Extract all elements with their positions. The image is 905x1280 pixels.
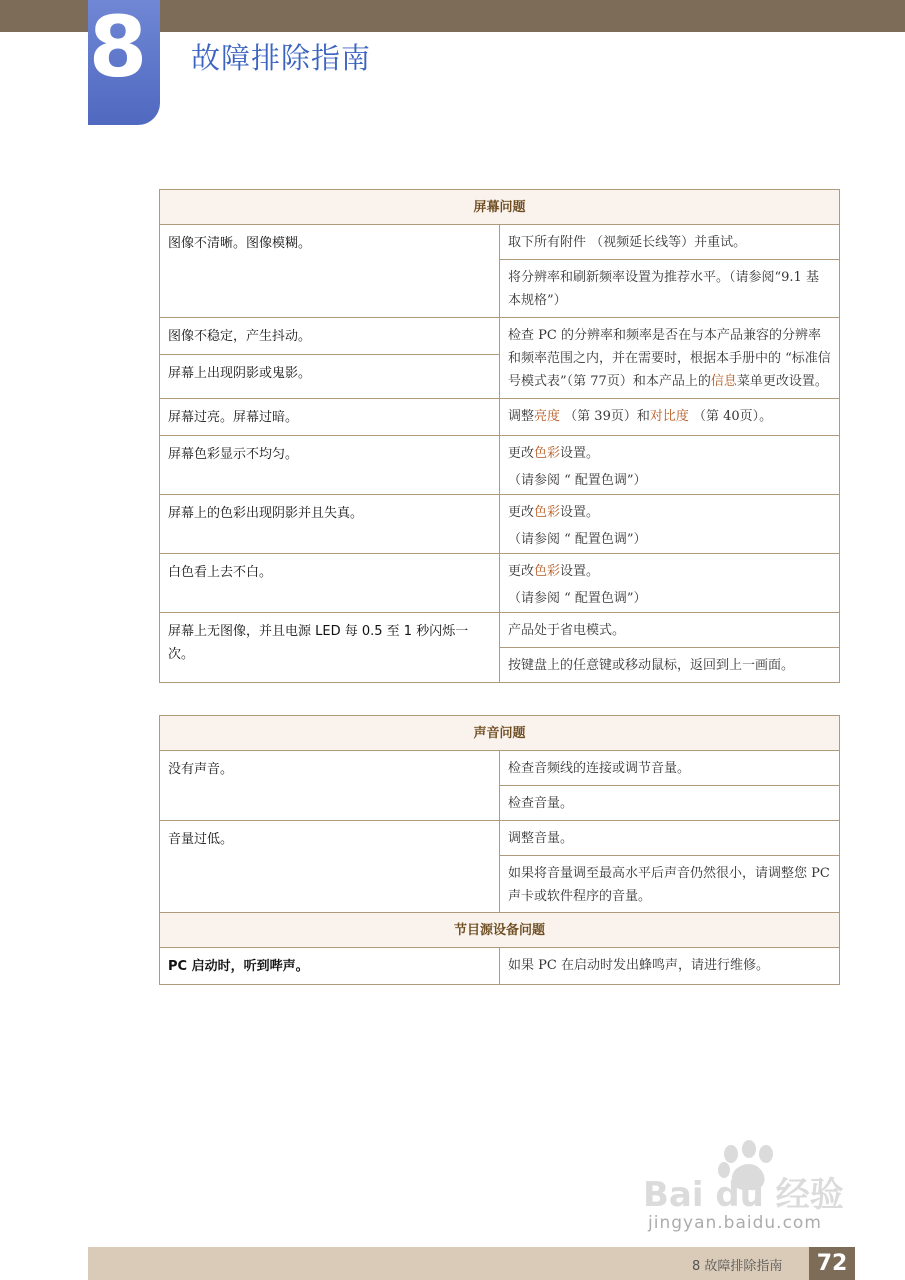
reference-text: （请参阅 “ 配置色调”）	[508, 532, 647, 547]
solution-cell: 按键盘上的任意键或移动鼠标，返回到上一画面。	[500, 647, 839, 682]
table-row	[160, 751, 839, 820]
table-row	[160, 948, 839, 984]
menu-highlight: 色彩	[534, 564, 561, 579]
problem-cell: 屏幕色彩显示不均匀。	[168, 447, 299, 462]
table-row	[160, 398, 839, 435]
solution-text: 设置。	[560, 446, 600, 461]
solution-cell: 将分辨率和刷新频率设置为推荐水平。（请参阅“9.1 基本规格”）	[500, 259, 839, 317]
menu-highlight: 信息	[710, 374, 737, 389]
solution-text: 设置。	[560, 505, 600, 520]
menu-highlight: 对比度	[649, 409, 689, 424]
source-device-issues-table	[159, 912, 840, 985]
problem-cell: PC 启动时，听到哔声。	[168, 959, 309, 974]
reference-text: （请参阅 “ 配置色调”）	[508, 591, 647, 606]
solution-cell: 取下所有附件 （视频延长线等）并重试。	[508, 235, 747, 250]
chapter-number: 8	[88, 0, 148, 96]
solution-cell: 产品处于省电模式。	[508, 623, 626, 638]
section-title: 声音问题	[160, 716, 839, 751]
solution-text: 更改	[508, 564, 535, 579]
problem-cell: 屏幕上的色彩出现阴影并且失真。	[168, 506, 364, 521]
solution-cell	[500, 554, 839, 612]
solution-text: 更改	[508, 446, 535, 461]
screen-issues-table	[159, 189, 840, 683]
table-row	[160, 225, 839, 317]
problem-cell: 白色看上去不白。	[168, 565, 273, 580]
solution-cell	[500, 495, 839, 553]
menu-highlight: 亮度	[534, 409, 561, 424]
section-title: 屏幕问题	[160, 190, 839, 225]
solution-text: 更改	[508, 505, 535, 520]
table-row	[160, 553, 839, 612]
table-row	[160, 820, 839, 913]
solution-text: 检查 PC 的分辨率和频率是否在与本产品兼容的分辨率和频率范围之内，并在需要时，根据本手册中的 “标准信号模式表”（第 77页）和本产品上的	[508, 328, 831, 389]
footer-label: 8 故障排除指南	[692, 1259, 783, 1274]
solution-cell: 如果将音量调至最高水平后声音仍然很小，请调整您 PC 声卡或软件程序的音量。	[500, 855, 839, 913]
menu-highlight: 色彩	[534, 505, 561, 520]
problem-cell: 屏幕上出现阴影或鬼影。	[160, 354, 499, 391]
page-number: 72	[809, 1247, 855, 1280]
solution-text: 调整	[508, 409, 535, 424]
solution-text: （第 40页）。	[688, 409, 773, 424]
solution-text: （第 39页）和	[560, 409, 650, 424]
solution-text: 菜单更改设置。	[736, 374, 828, 389]
solution-cell: 调整音量。	[508, 831, 574, 846]
solution-cell	[500, 318, 839, 398]
watermark-url: jingyan.baidu.com	[648, 1213, 822, 1233]
sound-issues-table	[159, 715, 840, 914]
solution-cell	[500, 436, 839, 494]
solution-text: 设置。	[560, 564, 600, 579]
solution-cell: 如果 PC 在启动时发出蜂鸣声，请进行维修。	[508, 958, 769, 973]
menu-highlight: 色彩	[534, 446, 561, 461]
problem-cell: 屏幕上无图像，并且电源 LED 每 0.5 至 1 秒闪烁一次。	[168, 624, 469, 662]
page-title: 故障排除指南	[191, 41, 372, 75]
table-row	[160, 494, 839, 553]
section-title: 节目源设备问题	[160, 913, 839, 948]
solution-cell	[500, 399, 839, 433]
reference-text: （请参阅 “ 配置色调”）	[508, 473, 647, 488]
table-row	[160, 317, 839, 398]
table-row	[160, 435, 839, 494]
problem-cell: 屏幕过亮。屏幕过暗。	[168, 410, 299, 425]
problem-cell: 图像不稳定，产生抖动。	[168, 329, 312, 344]
problem-cell: 图像不清晰。图像模糊。	[168, 236, 312, 251]
solution-cell: 检查音量。	[500, 785, 839, 820]
table-row	[160, 612, 839, 682]
svg-text:Bai du 经验: Bai du 经验	[643, 1175, 844, 1215]
solution-cell: 检查音频线的连接或调节音量。	[508, 761, 691, 776]
problem-cell: 音量过低。	[168, 832, 234, 847]
problem-cell: 没有声音。	[168, 762, 234, 777]
